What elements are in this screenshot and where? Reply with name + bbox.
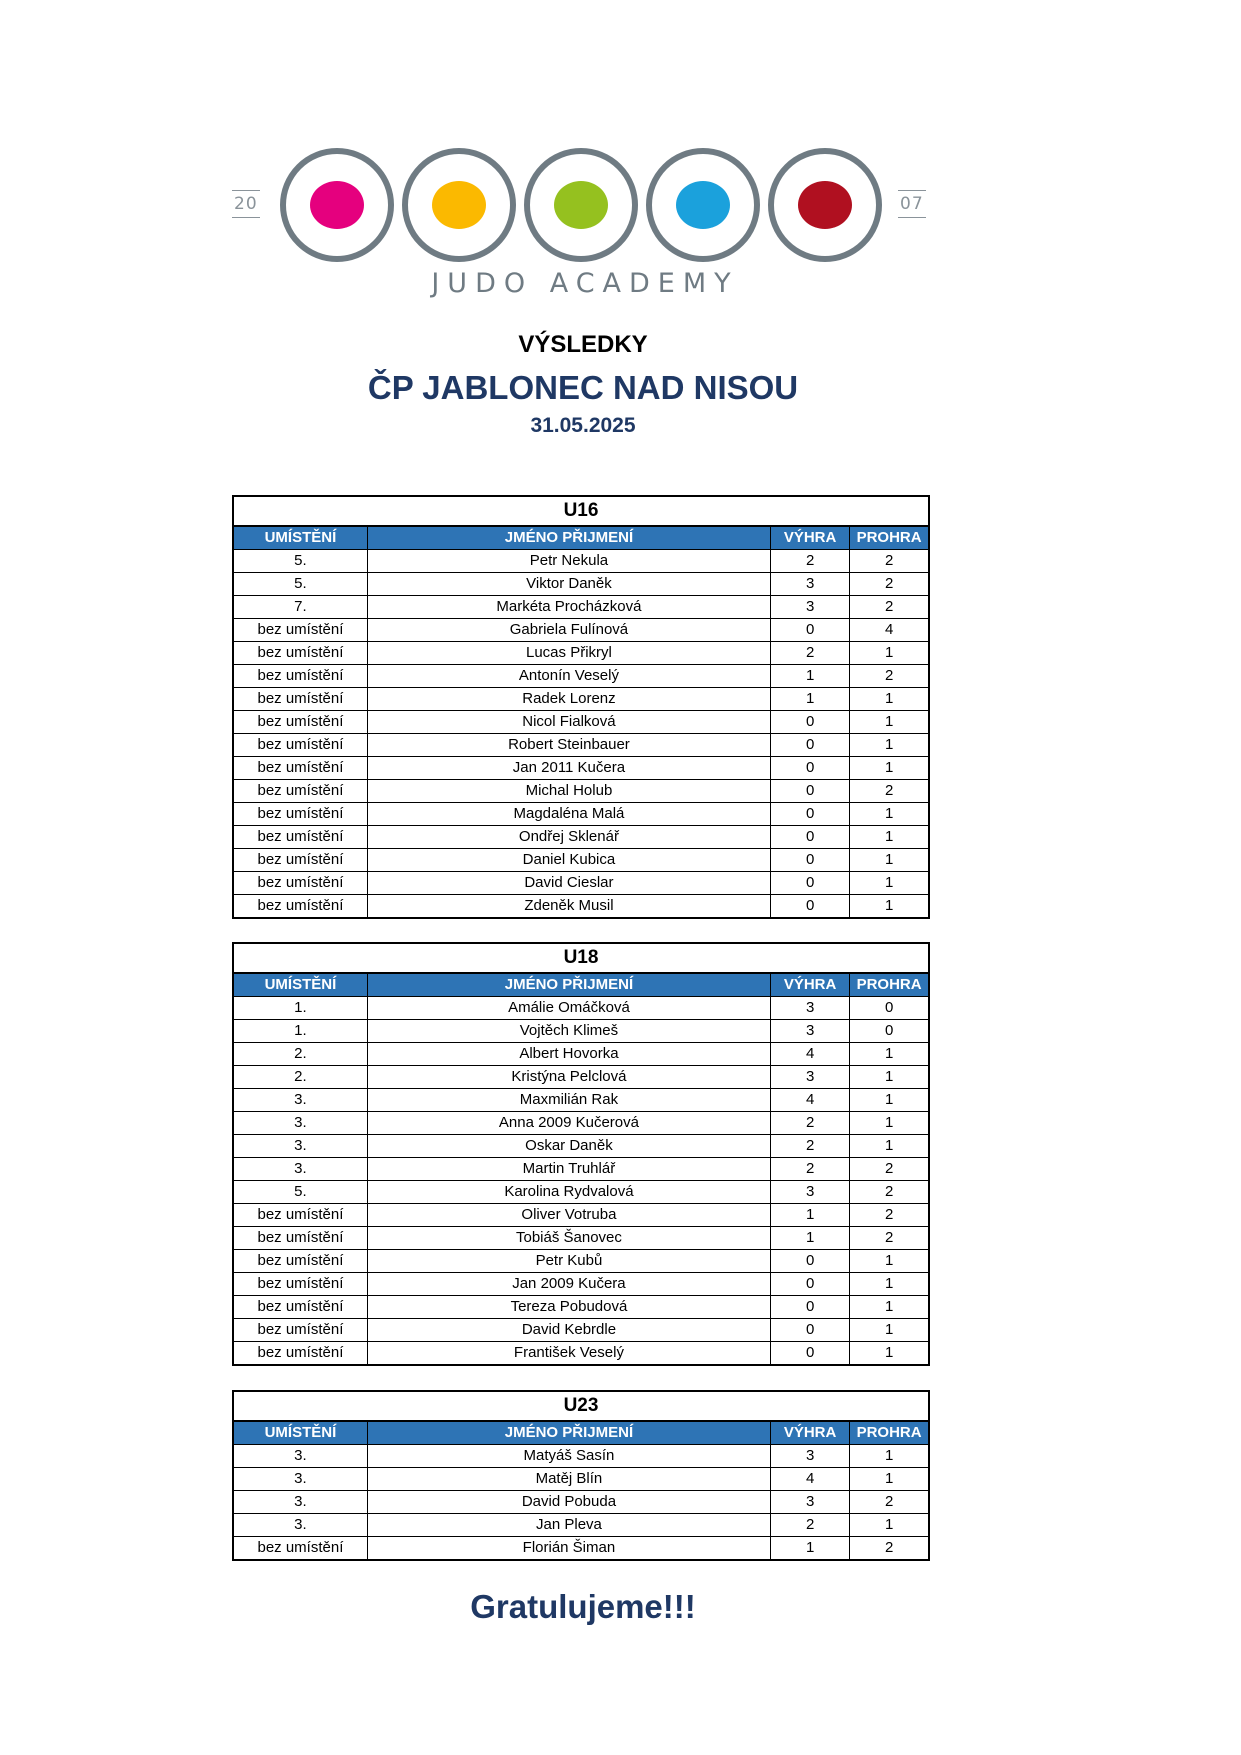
table-row bbox=[233, 1319, 929, 1342]
cell-name: František Veselý bbox=[367, 1342, 770, 1366]
cell-loss: 1 bbox=[850, 688, 929, 711]
cell-win: 0 bbox=[771, 1273, 850, 1296]
cell-win: 0 bbox=[771, 1250, 850, 1273]
cell-place: bez umístění bbox=[233, 826, 367, 849]
cell-win: 0 bbox=[771, 1319, 850, 1342]
cell-win: 4 bbox=[771, 1043, 850, 1066]
cell-name: David Cieslar bbox=[367, 872, 770, 895]
cell-loss: 2 bbox=[850, 1181, 929, 1204]
table-row bbox=[233, 997, 929, 1020]
table-row bbox=[233, 1491, 929, 1514]
cell-loss: 1 bbox=[850, 1089, 929, 1112]
cell-win: 2 bbox=[771, 550, 850, 573]
logo-dot bbox=[432, 181, 486, 229]
cell-name: Petr Nekula bbox=[367, 550, 770, 573]
cell-place: bez umístění bbox=[233, 803, 367, 826]
cell-loss: 2 bbox=[850, 780, 929, 803]
cell-loss: 2 bbox=[850, 1158, 929, 1181]
cell-loss: 2 bbox=[850, 573, 929, 596]
cell-loss: 0 bbox=[850, 997, 929, 1020]
cell-name: Martin Truhlář bbox=[367, 1158, 770, 1181]
cell-win: 0 bbox=[771, 734, 850, 757]
column-header-win: VÝHRA bbox=[771, 526, 850, 550]
cell-loss: 1 bbox=[850, 803, 929, 826]
cell-name: Petr Kubů bbox=[367, 1250, 770, 1273]
cell-name: Daniel Kubica bbox=[367, 849, 770, 872]
cell-place: bez umístění bbox=[233, 1342, 367, 1366]
cell-win: 4 bbox=[771, 1468, 850, 1491]
table-row bbox=[233, 665, 929, 688]
table-row bbox=[233, 573, 929, 596]
cell-loss: 1 bbox=[850, 1043, 929, 1066]
cell-loss: 1 bbox=[850, 826, 929, 849]
cell-loss: 1 bbox=[850, 849, 929, 872]
column-header-loss: PROHRA bbox=[850, 973, 929, 997]
cell-name: Oliver Votruba bbox=[367, 1204, 770, 1227]
table-row bbox=[233, 1066, 929, 1089]
logo-rings bbox=[230, 148, 940, 263]
column-header-place: UMÍSTĚNÍ bbox=[233, 1421, 367, 1445]
cell-place: 1. bbox=[233, 997, 367, 1020]
cell-name: Jan 2011 Kučera bbox=[367, 757, 770, 780]
cell-loss: 1 bbox=[850, 1342, 929, 1366]
cell-place: 3. bbox=[233, 1445, 367, 1468]
cell-name: Jan Pleva bbox=[367, 1514, 770, 1537]
cell-name: Maxmilián Rak bbox=[367, 1089, 770, 1112]
cell-name: Robert Steinbauer bbox=[367, 734, 770, 757]
cell-place: 1. bbox=[233, 1020, 367, 1043]
cell-win: 0 bbox=[771, 895, 850, 919]
cell-win: 0 bbox=[771, 711, 850, 734]
logo-year-left: 20 bbox=[234, 190, 258, 218]
results-table-u23 bbox=[232, 1390, 930, 1561]
cell-place: 3. bbox=[233, 1089, 367, 1112]
logo-dot bbox=[798, 181, 852, 229]
cell-loss: 2 bbox=[850, 1227, 929, 1250]
cell-loss: 1 bbox=[850, 895, 929, 919]
table-row bbox=[233, 1181, 929, 1204]
table-row bbox=[233, 1043, 929, 1066]
cell-win: 1 bbox=[771, 665, 850, 688]
table-row bbox=[233, 1273, 929, 1296]
table-row bbox=[233, 1445, 929, 1468]
cell-name: Florián Šiman bbox=[367, 1537, 770, 1561]
table-row bbox=[233, 688, 929, 711]
cell-loss: 1 bbox=[850, 734, 929, 757]
cell-win: 0 bbox=[771, 1342, 850, 1366]
cell-name: Zdeněk Musil bbox=[367, 895, 770, 919]
cell-place: bez umístění bbox=[233, 1273, 367, 1296]
logo-dot bbox=[676, 181, 730, 229]
table-row bbox=[233, 642, 929, 665]
cell-name: Matěj Blín bbox=[367, 1468, 770, 1491]
table-row bbox=[233, 550, 929, 573]
cell-win: 3 bbox=[771, 1181, 850, 1204]
cell-name: Magdaléna Malá bbox=[367, 803, 770, 826]
cell-name: David Kebrdle bbox=[367, 1319, 770, 1342]
cell-name: Tereza Pobudová bbox=[367, 1296, 770, 1319]
table-row bbox=[233, 1468, 929, 1491]
table-row bbox=[233, 1250, 929, 1273]
cell-loss: 1 bbox=[850, 1468, 929, 1491]
cell-place: bez umístění bbox=[233, 711, 367, 734]
cell-place: 3. bbox=[233, 1112, 367, 1135]
cell-name: David Pobuda bbox=[367, 1491, 770, 1514]
table-row bbox=[233, 1089, 929, 1112]
cell-loss: 1 bbox=[850, 1112, 929, 1135]
cell-win: 1 bbox=[771, 1227, 850, 1250]
table-row bbox=[233, 734, 929, 757]
cell-name: Jan 2009 Kučera bbox=[367, 1273, 770, 1296]
category-title: U16 bbox=[233, 496, 929, 526]
logo-dot bbox=[554, 181, 608, 229]
cell-loss: 1 bbox=[850, 757, 929, 780]
event-date: 31.05.2025 bbox=[530, 414, 636, 437]
logo-wordmark: JUDO ACADEMY bbox=[431, 268, 739, 299]
cell-place: bez umístění bbox=[233, 1296, 367, 1319]
cell-loss: 2 bbox=[850, 550, 929, 573]
cell-win: 4 bbox=[771, 1089, 850, 1112]
cell-win: 2 bbox=[771, 1112, 850, 1135]
cell-place: 3. bbox=[233, 1468, 367, 1491]
cell-place: bez umístění bbox=[233, 734, 367, 757]
cell-name: Oskar Daněk bbox=[367, 1135, 770, 1158]
table-row bbox=[233, 826, 929, 849]
cell-win: 0 bbox=[771, 619, 850, 642]
table-row bbox=[233, 1204, 929, 1227]
cell-name: Amálie Omáčková bbox=[367, 997, 770, 1020]
cell-loss: 2 bbox=[850, 1491, 929, 1514]
table-row bbox=[233, 1296, 929, 1319]
cell-loss: 1 bbox=[850, 1296, 929, 1319]
cell-loss: 1 bbox=[850, 1273, 929, 1296]
cell-name: Antonín Veselý bbox=[367, 665, 770, 688]
cell-win: 3 bbox=[771, 1066, 850, 1089]
column-header-place: UMÍSTĚNÍ bbox=[233, 526, 367, 550]
table-row bbox=[233, 619, 929, 642]
cell-place: 3. bbox=[233, 1158, 367, 1181]
cell-loss: 2 bbox=[850, 665, 929, 688]
column-header-win: VÝHRA bbox=[771, 973, 850, 997]
cell-place: bez umístění bbox=[233, 665, 367, 688]
cell-name: Matyáš Sasín bbox=[367, 1445, 770, 1468]
table-row bbox=[233, 803, 929, 826]
cell-win: 0 bbox=[771, 872, 850, 895]
category-title: U18 bbox=[233, 943, 929, 973]
cell-win: 1 bbox=[771, 688, 850, 711]
column-header-name: JMÉNO PŘIJMENÍ bbox=[367, 1421, 770, 1445]
column-header-win: VÝHRA bbox=[771, 1421, 850, 1445]
table-row bbox=[233, 1227, 929, 1250]
cell-name: Gabriela Fulínová bbox=[367, 619, 770, 642]
cell-loss: 2 bbox=[850, 1537, 929, 1561]
page-subtitle: VÝSLEDKY bbox=[518, 331, 648, 358]
cell-win: 2 bbox=[771, 642, 850, 665]
cell-loss: 0 bbox=[850, 1020, 929, 1043]
cell-win: 0 bbox=[771, 757, 850, 780]
cell-place: 5. bbox=[233, 573, 367, 596]
cell-name: Michal Holub bbox=[367, 780, 770, 803]
cell-win: 3 bbox=[771, 1491, 850, 1514]
cell-win: 1 bbox=[771, 1204, 850, 1227]
table-row bbox=[233, 1158, 929, 1181]
cell-name: Markéta Procházková bbox=[367, 596, 770, 619]
cell-place: bez umístění bbox=[233, 688, 367, 711]
cell-loss: 1 bbox=[850, 1319, 929, 1342]
cell-name: Radek Lorenz bbox=[367, 688, 770, 711]
table-row bbox=[233, 849, 929, 872]
cell-loss: 1 bbox=[850, 711, 929, 734]
table-row bbox=[233, 1342, 929, 1366]
table-row bbox=[233, 711, 929, 734]
cell-place: 5. bbox=[233, 550, 367, 573]
column-header-loss: PROHRA bbox=[850, 1421, 929, 1445]
cell-win: 0 bbox=[771, 849, 850, 872]
cell-win: 0 bbox=[771, 826, 850, 849]
logo-dot bbox=[310, 181, 364, 229]
cell-place: bez umístění bbox=[233, 1319, 367, 1342]
cell-win: 2 bbox=[771, 1158, 850, 1181]
cell-name: Lucas Přikryl bbox=[367, 642, 770, 665]
logo-year-right: 07 bbox=[900, 190, 924, 218]
cell-name: Viktor Daněk bbox=[367, 573, 770, 596]
cell-loss: 4 bbox=[850, 619, 929, 642]
column-header-place: UMÍSTĚNÍ bbox=[233, 973, 367, 997]
table-row bbox=[233, 1135, 929, 1158]
cell-loss: 2 bbox=[850, 596, 929, 619]
cell-win: 3 bbox=[771, 573, 850, 596]
cell-place: bez umístění bbox=[233, 619, 367, 642]
category-title: U23 bbox=[233, 1391, 929, 1421]
table-row bbox=[233, 872, 929, 895]
column-header-name: JMÉNO PŘIJMENÍ bbox=[367, 526, 770, 550]
cell-place: 7. bbox=[233, 596, 367, 619]
cell-win: 3 bbox=[771, 997, 850, 1020]
cell-place: bez umístění bbox=[233, 849, 367, 872]
cell-place: bez umístění bbox=[233, 1537, 367, 1561]
cell-place: bez umístění bbox=[233, 1204, 367, 1227]
cell-win: 2 bbox=[771, 1514, 850, 1537]
table-row bbox=[233, 1514, 929, 1537]
cell-place: 2. bbox=[233, 1066, 367, 1089]
cell-win: 1 bbox=[771, 1537, 850, 1561]
cell-loss: 1 bbox=[850, 872, 929, 895]
cell-name: Vojtěch Klimeš bbox=[367, 1020, 770, 1043]
cell-place: bez umístění bbox=[233, 1250, 367, 1273]
table-row bbox=[233, 780, 929, 803]
cell-loss: 2 bbox=[850, 1204, 929, 1227]
cell-place: 3. bbox=[233, 1491, 367, 1514]
cell-loss: 1 bbox=[850, 1445, 929, 1468]
table-row bbox=[233, 1537, 929, 1561]
cell-place: 3. bbox=[233, 1514, 367, 1537]
cell-win: 3 bbox=[771, 1020, 850, 1043]
cell-name: Nicol Fialková bbox=[367, 711, 770, 734]
cell-win: 3 bbox=[771, 596, 850, 619]
cell-name: Kristýna Pelclová bbox=[367, 1066, 770, 1089]
cell-loss: 1 bbox=[850, 642, 929, 665]
column-header-loss: PROHRA bbox=[850, 526, 929, 550]
table-row bbox=[233, 895, 929, 919]
results-table-u18 bbox=[232, 942, 930, 1366]
cell-name: Anna 2009 Kučerová bbox=[367, 1112, 770, 1135]
judo-academy-logo bbox=[230, 148, 940, 308]
cell-name: Albert Hovorka bbox=[367, 1043, 770, 1066]
cell-place: 2. bbox=[233, 1043, 367, 1066]
cell-name: Tobiáš Šanovec bbox=[367, 1227, 770, 1250]
cell-win: 3 bbox=[771, 1445, 850, 1468]
cell-win: 0 bbox=[771, 803, 850, 826]
table-row bbox=[233, 596, 929, 619]
cell-place: bez umístění bbox=[233, 642, 367, 665]
cell-loss: 1 bbox=[850, 1250, 929, 1273]
congratulations-text: Gratulujeme!!! bbox=[470, 1588, 696, 1625]
cell-name: Karolina Rydvalová bbox=[367, 1181, 770, 1204]
cell-loss: 1 bbox=[850, 1514, 929, 1537]
table-row bbox=[233, 1112, 929, 1135]
cell-place: bez umístění bbox=[233, 895, 367, 919]
cell-win: 0 bbox=[771, 780, 850, 803]
cell-name: Ondřej Sklenář bbox=[367, 826, 770, 849]
cell-place: bez umístění bbox=[233, 757, 367, 780]
cell-place: bez umístění bbox=[233, 1227, 367, 1250]
results-table-u16 bbox=[232, 495, 930, 919]
column-header-name: JMÉNO PŘIJMENÍ bbox=[367, 973, 770, 997]
table-row bbox=[233, 1020, 929, 1043]
cell-loss: 1 bbox=[850, 1066, 929, 1089]
cell-place: 5. bbox=[233, 1181, 367, 1204]
table-row bbox=[233, 757, 929, 780]
cell-place: 3. bbox=[233, 1135, 367, 1158]
cell-win: 2 bbox=[771, 1135, 850, 1158]
page-title: ČP JABLONEC NAD NISOU bbox=[367, 369, 799, 406]
cell-place: bez umístění bbox=[233, 872, 367, 895]
cell-win: 0 bbox=[771, 1296, 850, 1319]
cell-loss: 1 bbox=[850, 1135, 929, 1158]
cell-place: bez umístění bbox=[233, 780, 367, 803]
